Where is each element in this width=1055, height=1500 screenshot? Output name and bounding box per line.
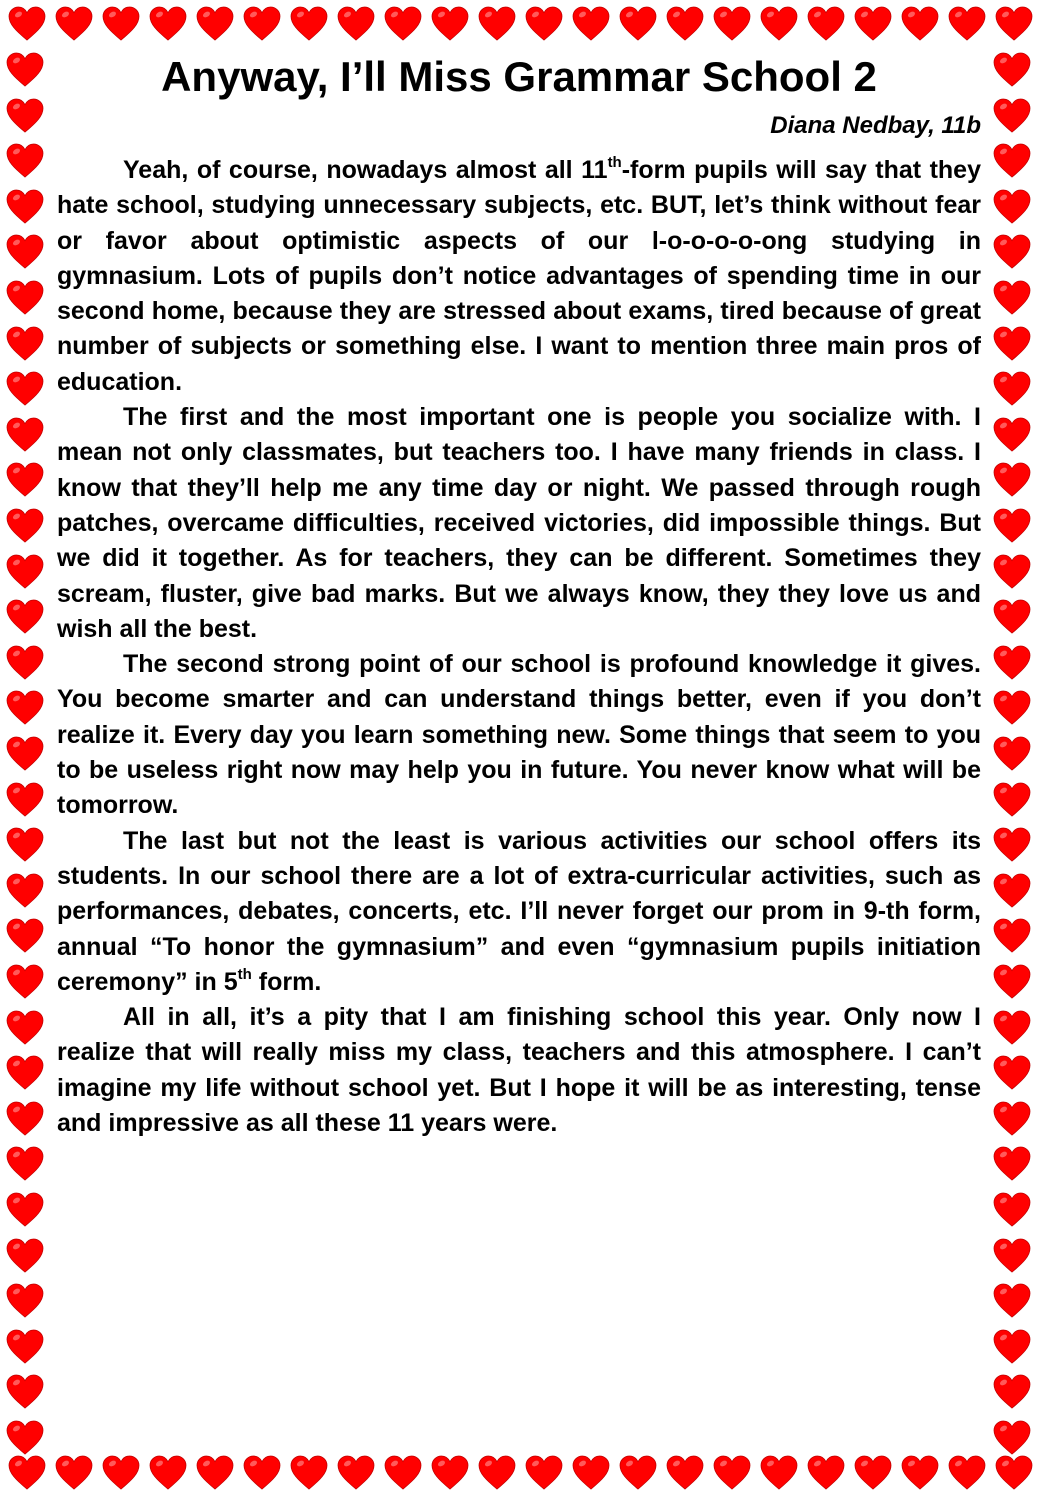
heart-icon	[525, 1455, 563, 1491]
heart-icon	[431, 1455, 469, 1491]
heart-icon	[995, 1455, 1033, 1491]
heart-icon	[196, 1455, 234, 1491]
heart-icon	[290, 6, 328, 42]
heart-icon	[55, 1455, 93, 1491]
heart-icon	[993, 918, 1031, 954]
paragraph-text: The last but not the least is various activities our school offers its students. In our school there are a lot of extra-curricular activities, such as performances, debates, concerts, etc. I’ll never forget our prom in 9-th form, annual “To honor the gymnasium” and even “gymnasium pupils initiation ceremony” in 5	[57, 826, 981, 996]
heart-icon	[6, 1055, 44, 1091]
heart-icon	[993, 417, 1031, 453]
heart-icon	[6, 326, 44, 362]
heart-icon	[993, 1238, 1031, 1274]
heart-icon	[993, 690, 1031, 726]
heart-icon	[149, 1455, 187, 1491]
heart-icon	[196, 6, 234, 42]
heart-icon	[6, 189, 44, 225]
heart-icon	[713, 1455, 751, 1491]
heart-icon	[55, 6, 93, 42]
heart-icon	[993, 736, 1031, 772]
heart-icon	[993, 1420, 1031, 1456]
heart-icon	[993, 1010, 1031, 1046]
paragraph-text: The first and the most important one is people you socialize with. I mean not only classmates, but teachers too. I have many friends in class. I know that they’ll help me any time day or night. We passed through rough patches, overcame difficulties, received victories, did impossible things. But we did it together. As for teachers, they can be different. Sometimes they scream, fluster, give bad marks. But we always know, they they love us and wish all the best.	[57, 403, 981, 643]
heart-icon	[993, 599, 1031, 635]
heart-icon	[384, 6, 422, 42]
heart-icon	[6, 1192, 44, 1228]
heart-icon	[993, 98, 1031, 134]
heart-icon	[993, 143, 1031, 179]
heart-icon	[478, 6, 516, 42]
heart-icon	[995, 6, 1033, 42]
heart-icon	[6, 52, 44, 88]
heart-icon	[6, 599, 44, 635]
heart-icon	[6, 873, 44, 909]
heart-icon	[993, 234, 1031, 270]
heart-icon	[572, 1455, 610, 1491]
article-title: Anyway, I’ll Miss Grammar School 2	[161, 53, 877, 100]
heart-icon	[431, 6, 469, 42]
heart-icon	[149, 6, 187, 42]
heart-icon	[384, 1455, 422, 1491]
heart-icon	[993, 1192, 1031, 1228]
heart-icon	[993, 1283, 1031, 1319]
heart-icon	[993, 1374, 1031, 1410]
heart-icon	[993, 827, 1031, 863]
heart-icon	[807, 1455, 845, 1491]
heart-icon	[993, 782, 1031, 818]
heart-icon	[6, 554, 44, 590]
heart-icon	[993, 1101, 1031, 1137]
paragraph-text: -form pupils will say that they hate school, studying unnecessary subjects, etc. BUT, let’s think without fear or favor about optimistic aspects of our l-o-o-o-o-ong studying in gymnasium. Lots of pupils don’t notice advantages of spending time in our second home, because they are stressed about exams, tired because of great number of subjects or something else. I want to mention three main pros of education.	[57, 156, 981, 396]
heart-icon	[8, 6, 46, 42]
heart-icon	[337, 6, 375, 42]
heart-icon	[993, 1055, 1031, 1091]
heart-icon	[478, 1455, 516, 1491]
superscript: th	[607, 153, 622, 171]
heart-icon	[6, 1101, 44, 1137]
article-author: Diana Nedbay, 11b	[770, 112, 981, 139]
heart-icon	[6, 645, 44, 681]
heart-icon	[760, 1455, 798, 1491]
heart-icon	[6, 1374, 44, 1410]
heart-icon	[901, 6, 939, 42]
heart-icon	[948, 6, 986, 42]
heart-icon	[6, 1010, 44, 1046]
heart-icon	[854, 6, 892, 42]
heart-icon	[6, 143, 44, 179]
heart-icon	[6, 1420, 44, 1456]
heart-icon	[993, 371, 1031, 407]
heart-icon	[948, 1455, 986, 1491]
heart-icon	[854, 1455, 892, 1491]
heart-icon	[666, 1455, 704, 1491]
heart-icon	[6, 736, 44, 772]
heart-icon	[807, 6, 845, 42]
heart-icon	[102, 1455, 140, 1491]
heart-icon	[6, 1238, 44, 1274]
heart-icon	[666, 6, 704, 42]
heart-icon	[619, 1455, 657, 1491]
paragraph	[57, 1000, 981, 1141]
heart-icon	[243, 6, 281, 42]
heart-icon	[6, 1329, 44, 1365]
paragraph-text: The second strong point of our school is profound knowledge it gives. You become smarter and can understand things better, even if you don’t realize it. Every day you learn something new. Some things that seem to you to be useless right now may help you in future. You never know what will be tomorrow.	[57, 650, 981, 820]
paragraph	[57, 824, 981, 1000]
heart-icon	[6, 1146, 44, 1182]
heart-icon	[6, 918, 44, 954]
superscript: th	[237, 965, 252, 983]
paragraph	[57, 647, 981, 823]
heart-icon	[290, 1455, 328, 1491]
heart-icon	[6, 462, 44, 498]
heart-icon	[6, 1283, 44, 1319]
heart-icon	[760, 6, 798, 42]
heart-icon	[6, 371, 44, 407]
heart-icon	[6, 827, 44, 863]
heart-icon	[6, 964, 44, 1000]
heart-icon	[619, 6, 657, 42]
heart-icon	[993, 462, 1031, 498]
heart-icon	[6, 508, 44, 544]
heart-icon	[102, 6, 140, 42]
heart-icon	[993, 280, 1031, 316]
heart-icon	[337, 1455, 375, 1491]
heart-icon	[993, 52, 1031, 88]
heart-icon	[525, 6, 563, 42]
heart-icon	[6, 690, 44, 726]
paragraph-text: form.	[251, 967, 322, 996]
heart-icon	[993, 326, 1031, 362]
heart-icon	[6, 782, 44, 818]
heart-icon	[8, 1455, 46, 1491]
heart-icon	[993, 1146, 1031, 1182]
heart-icon	[993, 189, 1031, 225]
paragraph	[57, 400, 981, 647]
heart-icon	[993, 508, 1031, 544]
heart-icon	[6, 98, 44, 134]
heart-icon	[713, 6, 751, 42]
heart-icon	[993, 645, 1031, 681]
heart-icon	[901, 1455, 939, 1491]
article	[57, 48, 981, 1141]
heart-icon	[6, 234, 44, 270]
heart-icon	[572, 6, 610, 42]
paragraph	[57, 153, 981, 400]
paragraph-text: All in all, it’s a pity that I am finishing school this year. Only now I realize that will really miss my class, teachers and this atmosphere. I can’t imagine my life without school yet. But I hope it will be as interesting, tense and impressive as all these 11 years were.	[57, 1003, 981, 1138]
heart-icon	[6, 417, 44, 453]
paragraph-text: Yeah, of course, nowadays almost all 11	[123, 156, 608, 184]
heart-icon	[993, 873, 1031, 909]
heart-icon	[993, 1329, 1031, 1365]
heart-icon	[243, 1455, 281, 1491]
heart-icon	[6, 280, 44, 316]
heart-icon	[993, 554, 1031, 590]
heart-icon	[993, 964, 1031, 1000]
